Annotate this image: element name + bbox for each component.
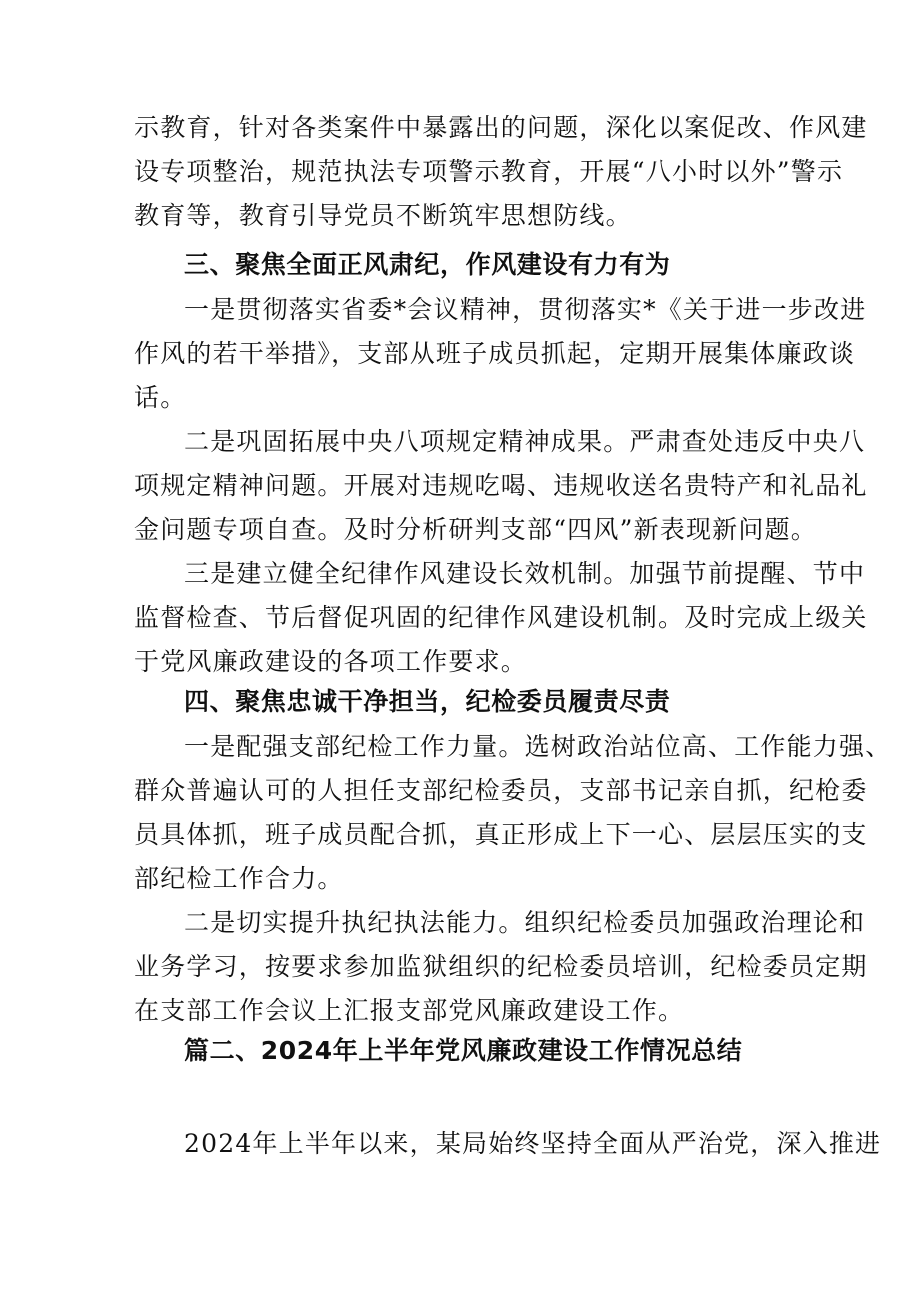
paragraph-line: 项规定精神问题。开展对违规吃喝、违规收送名贵特产和礼品礼	[134, 471, 868, 500]
paragraph-line: 部纪检工作合力。	[134, 864, 344, 893]
paragraph-line: 二是切实提升执纪执法能力。组织纪检委员加强政治理论和	[184, 908, 866, 937]
section-heading: 四、聚焦忠诚干净担当，纪检委员履责尽责	[184, 687, 671, 716]
paragraph-line: 于党风廉政建设的各项工作要求。	[134, 647, 528, 676]
paragraph-line: 在支部工作会议上汇报支部党风廉政建设工作。	[134, 996, 685, 1025]
paragraph-line: 员具体抓，班子成员配合抓，真正形成上下一心、层层压实的支	[134, 820, 868, 849]
paragraph-line: 一是配强支部纪检工作力量。选树政治站位高、工作能力强、	[184, 732, 892, 761]
article-title: 篇二、2024年上半年党风廉政建设工作情况总结	[184, 1036, 743, 1065]
paragraph-line: 群众普遍认可的人担任支部纪检委员，支部书记亲自抓，纪枪委	[134, 776, 868, 805]
paragraph-line: 监督检查、节后督促巩固的纪律作风建设机制。及时完成上级关	[134, 603, 868, 632]
paragraph-line: 二是巩固拓展中央八项规定精神成果。严肃查处违反中央八	[184, 427, 866, 456]
paragraph-line: 作风的若干举措》，支部从班子成员抓起，定期开展集体廉政谈	[134, 339, 856, 368]
paragraph-line: 一是贯彻落实省委*会议精神，贯彻落实*《关于进一步改进	[184, 295, 867, 324]
paragraph-line: 三是建立健全纪律作风建设长效机制。加强节前提醒、节中	[184, 559, 866, 588]
paragraph-line: 设专项整治，规范执法专项警示教育，开展“八小时以外”警示	[134, 157, 844, 186]
paragraph-line: 金问题专项自查。及时分析研判支部“四风”新表现新问题。	[134, 515, 817, 544]
paragraph-line: 示教育，针对各类案件中暴露出的问题，深化以案促改、作风建	[134, 113, 868, 142]
paragraph-line: 教育等，教育引导党员不断筑牢思想防线。	[134, 201, 632, 230]
section-heading: 三、聚焦全面正风肃纪，作风建设有力有为	[184, 250, 671, 279]
paragraph-line: 话。	[134, 383, 187, 412]
paragraph-line: 业务学习，按要求参加监狱组织的纪检委员培训，纪检委员定期	[134, 952, 868, 981]
paragraph-line: 2024年上半年以来，某局始终坚持全面从严治党，深入推进	[184, 1129, 882, 1158]
